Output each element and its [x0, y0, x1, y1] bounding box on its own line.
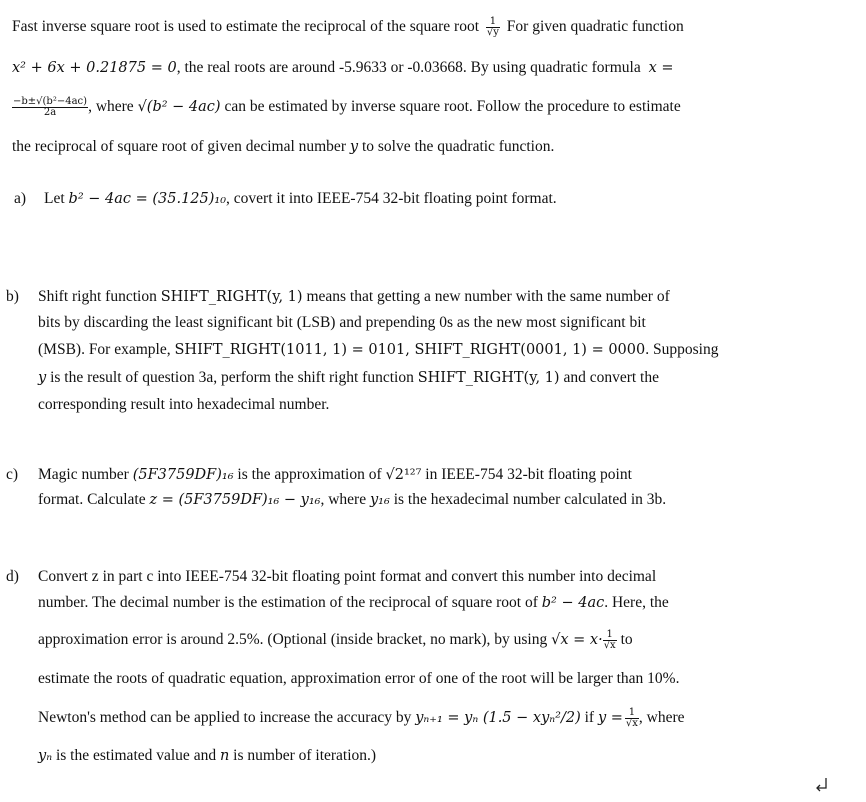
part-c-text: format. Calculate [38, 491, 146, 508]
part-c-label: c) [6, 466, 19, 483]
sqrt-2-127: √2¹²⁷ [385, 467, 422, 483]
part-b-line-5: corresponding result into hexadecimal number. [38, 396, 330, 413]
part-b-line-4 [38, 368, 659, 388]
part-d-text: . Here, the [604, 594, 669, 611]
part-d-line-5 [38, 708, 685, 729]
intro-line-4 [12, 137, 554, 157]
fraction-numerator: −b±√(b²−4ac) [13, 96, 88, 107]
discriminant: b² − 4ac [541, 595, 605, 611]
variable-y: y [349, 139, 359, 155]
part-d-line-6 [38, 746, 376, 766]
shift-right-function: SHIFT_RIGHT(y, 1) [160, 289, 303, 305]
part-b-text: . Supposing [645, 341, 719, 358]
part-c-line-2 [38, 490, 666, 510]
part-d-text: if [584, 709, 595, 727]
intro-text: to solve the quadratic function. [361, 138, 555, 155]
intro-text: For given quadratic function [506, 18, 684, 36]
intro-text: , the real roots are around -5.9633 or -0.03668. By using quadratic formula [176, 59, 641, 76]
part-b-text: is the result of question 3a, perform the shift right function [50, 369, 414, 386]
fraction-denominator: 2a [43, 107, 57, 118]
variable-y: y [38, 370, 47, 386]
shift-right-example: SHIFT_RIGHT(1011, 1) = 0101, SHIFT_RIGHT(0001, 1) = 0000 [174, 342, 646, 358]
y-fraction [625, 708, 639, 729]
fraction-numerator: 1 [486, 17, 500, 28]
part-b-line-2: bits by discarding the least significant bit (LSB) and prepending 0s as the new most significant bit [38, 314, 646, 331]
quadratic-formula-fraction [12, 97, 88, 118]
fraction-denominator: √x [603, 640, 616, 651]
part-c-text: in IEEE-754 32-bit floating point [425, 466, 632, 483]
part-a-expression: b² − 4ac = (35.125)₁₀ [68, 191, 227, 207]
part-c-text: Magic number [38, 466, 129, 483]
z-expression: z = (5F3759DF)₁₆ − y₁₆ [149, 492, 321, 508]
part-c-text: is the hexadecimal number calculated in 3b. [393, 491, 667, 508]
quadratic-equation: x² + 6x + 0.21875 = 0 [12, 60, 177, 76]
magic-number: (5F3759DF)₁₆ [132, 467, 234, 483]
intro-text: can be estimated by inverse square root. Follow the procedure to estimate [224, 98, 681, 116]
y-equals: y = [597, 710, 623, 727]
shift-right-function: SHIFT_RIGHT(y, 1) [417, 370, 560, 386]
discriminant-sqrt: √(b² − 4ac) [137, 99, 221, 116]
newton-formula: yₙ₊₁ = yₙ (1.5 − xyₙ²/2) [415, 710, 581, 727]
part-d-text: Newton's method can be applied to increase the accuracy by [38, 709, 412, 727]
part-d-text: is number of iteration.) [233, 747, 377, 764]
intro-line-2 [12, 58, 674, 78]
part-b-text: (MSB). For example, [38, 341, 171, 358]
fraction-numerator: 1 [603, 630, 617, 641]
part-b-text: Shift right function [38, 288, 157, 305]
part-d-text: is the estimated value and [55, 747, 217, 764]
part-d-label: d) [6, 568, 19, 585]
part-a-label: a) [14, 190, 27, 207]
variable-n: n [219, 748, 230, 764]
fraction-denominator: √y [486, 27, 499, 38]
part-d-text: , where [638, 709, 685, 727]
return-arrow-icon [813, 776, 831, 794]
part-b-text: means that getting a new number with the same number of [306, 288, 670, 305]
part-b-line-3 [38, 340, 718, 360]
intro-text: Fast inverse square root is used to estimate the reciprocal of the square root [12, 18, 480, 36]
part-d-text: number. The decimal number is the estimation of the reciprocal of square root of [38, 594, 538, 611]
part-d-text: approximation error is around 2.5%. (Optional (inside bracket, no mark), by using [38, 631, 548, 649]
intro-line-3 [12, 97, 681, 118]
intro-text: , where [88, 98, 134, 116]
part-d-line-3 [38, 630, 633, 651]
part-c-text: is the approximation of [237, 466, 382, 483]
part-d-line-1: Convert z in part c into IEEE-754 32-bit floating point format and convert this number into decimal [38, 568, 657, 585]
part-b-text: and convert the [563, 369, 659, 386]
variable-yn: yₙ [38, 748, 53, 764]
formula-lhs: x = [648, 60, 674, 76]
part-a-text-1: Let [44, 190, 65, 207]
part-b-line-1 [38, 287, 670, 307]
part-c-text: , where [320, 491, 367, 508]
sqrt-x-identity: √x = x· [551, 632, 603, 649]
reciprocal-fraction [486, 17, 500, 38]
y16-variable: y₁₆ [369, 492, 390, 508]
part-d-line-4: estimate the roots of quadratic equation, approximation error of one of the root will be larger than 10%. [38, 670, 680, 687]
part-a-text [44, 189, 557, 209]
part-c-line-1 [38, 465, 632, 485]
part-a-text-2: , covert it into IEEE-754 32-bit floating point format. [226, 190, 557, 207]
fraction-numerator: 1 [625, 708, 639, 719]
fraction-denominator: √x [625, 718, 638, 729]
inverse-sqrt-fraction [603, 630, 617, 651]
part-d-text: to [620, 631, 633, 649]
part-b-label: b) [6, 288, 19, 305]
part-d-line-2 [38, 593, 669, 613]
intro-line-1 [12, 17, 684, 38]
intro-text: the reciprocal of square root of given decimal number [12, 138, 346, 155]
